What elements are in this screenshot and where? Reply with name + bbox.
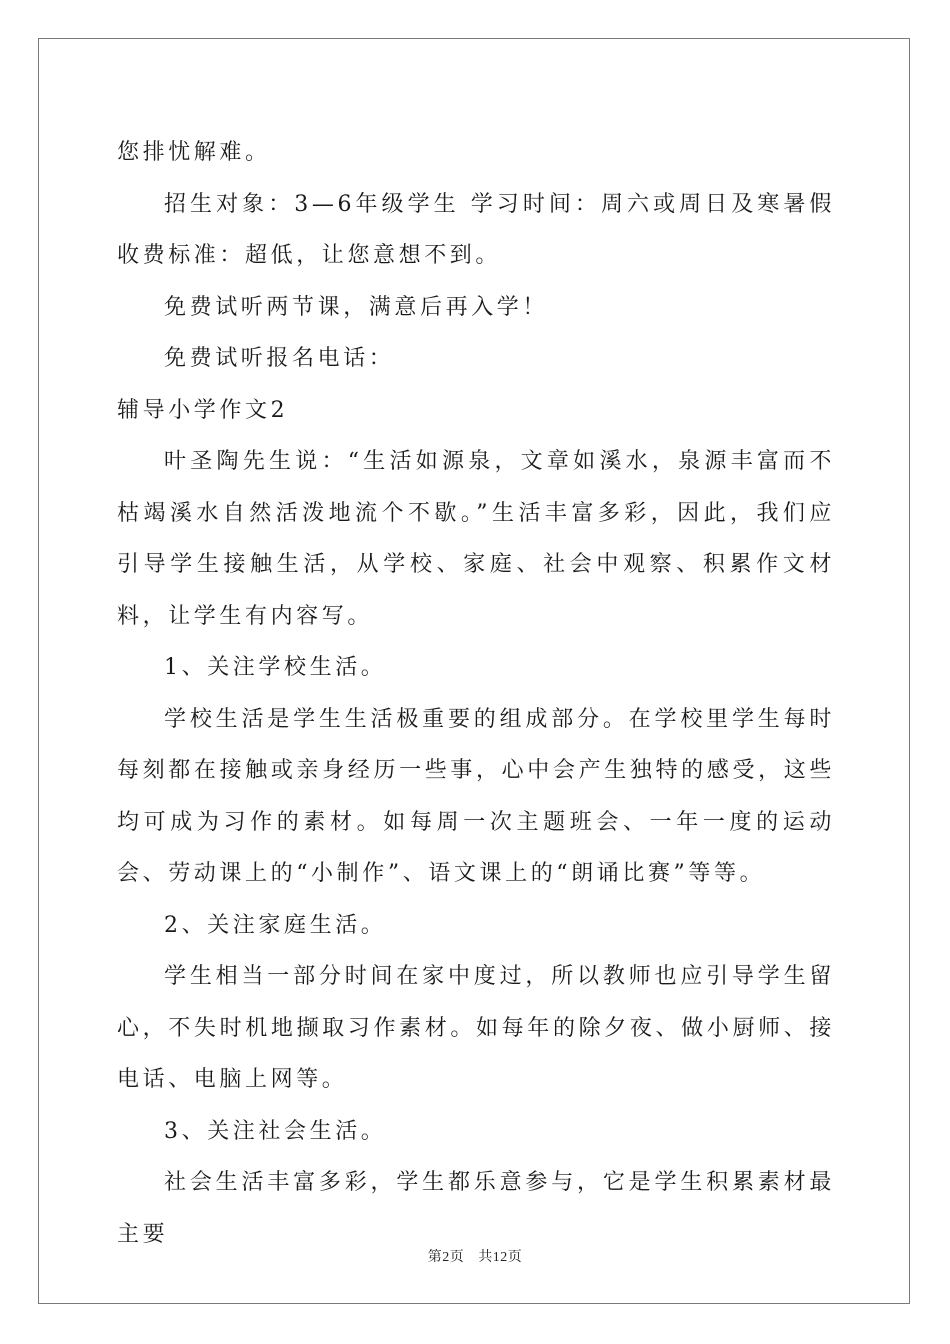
document-body: [117, 127, 835, 1260]
paragraph-10: 学生相当一部分时间在家中度过，所以教师也应引导学生留心，不失时机地撷取习作素材。如每年的除夕夜、做小厨师、接电话、电脑上网等。: [117, 964, 835, 1092]
paragraph-12: 社会生活丰富多彩，学生都乐意参与，它是学生积累素材最主要: [117, 1170, 835, 1247]
page-footer: [0, 1246, 950, 1266]
section-heading: 辅导小学作文2: [117, 397, 289, 423]
page-total: 共12页: [478, 1250, 523, 1265]
paragraph-3: 免费试听两节课，满意后再入学！: [164, 294, 549, 320]
paragraph-1: 您排忧解难。: [117, 140, 271, 165]
paragraph-6: 叶圣陶先生说：“生活如源泉，文章如溪水，泉源丰富而不枯竭溪水自然活泼地流个不歇。”生活丰富多彩，因此，我们应引导学生接触生活，从学校、家庭、社会中观察、积累作文材料，让学生有内容写。: [117, 449, 835, 629]
paragraph-8: 学校生活是学生生活极重要的组成部分。在学校里学生每时每刻都在接触或亲身经历一些事，心中会产生独特的感受，这些均可成为习作的素材。如每周一次主题班会、一年一度的运动会、劳动课上的“小制作”、语文课上的“朗诵比赛”等等。: [117, 706, 835, 886]
list-heading-1: 1、关注学校生活。: [164, 655, 387, 680]
paragraph-4: 免费试听报名电话：: [164, 346, 395, 371]
list-heading-3: 3、关注社会生活。: [164, 1118, 387, 1144]
list-heading-2: 2、关注家庭生活。: [164, 912, 387, 938]
page-number: 第2页: [427, 1250, 465, 1265]
paragraph-2: 招生对象：3—6年级学生 学习时间：周六或周日及寒暑假 收费标准：超低，让您意想不到。: [117, 191, 835, 268]
